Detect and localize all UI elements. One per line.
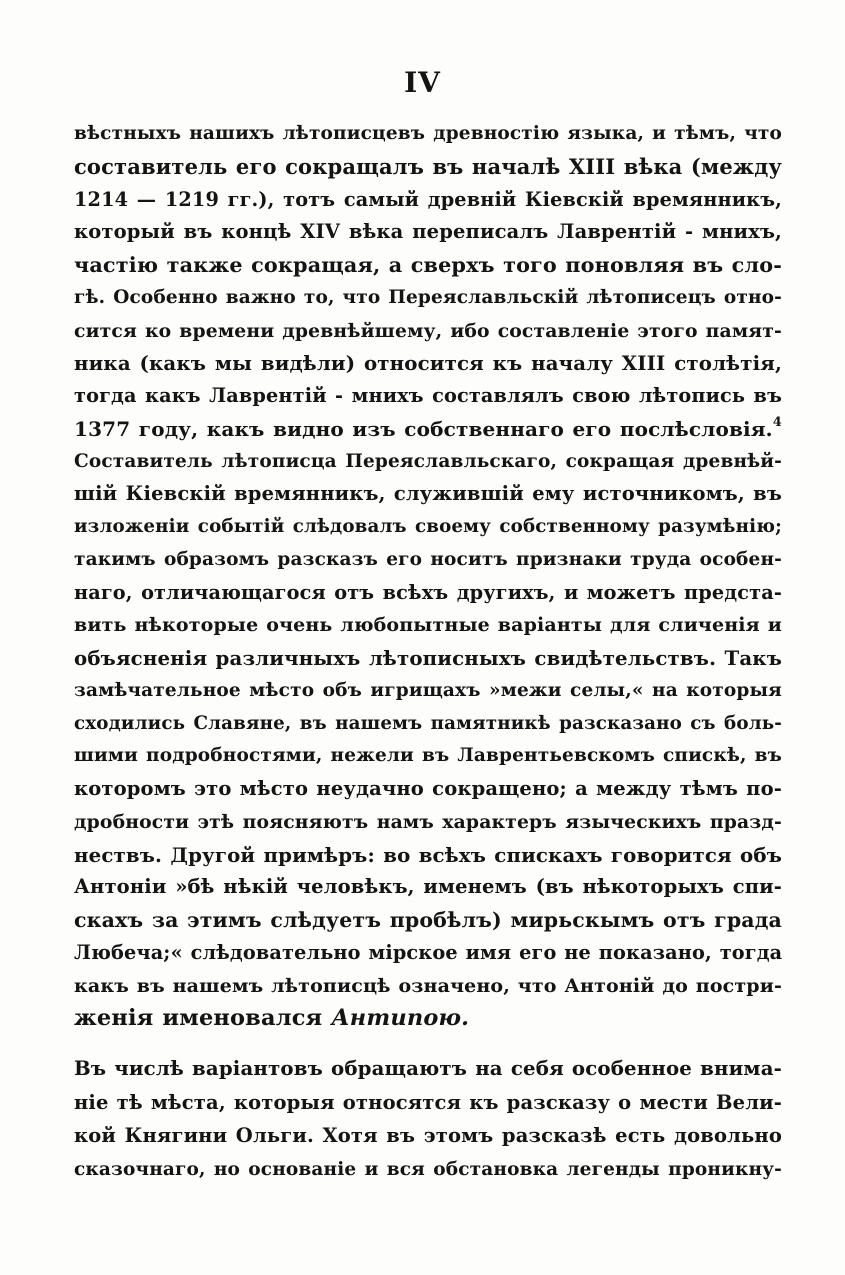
text-line: которомъ это мѣсто неудачно сокращено; а между тѣмъ по- <box>74 777 782 800</box>
text-line: составитель его сокращалъ въ началѣ XIII вѣка (между <box>74 153 782 179</box>
text-line: 1377 году, какъ видно изъ собственнаго его послѣсловія. <box>74 416 773 441</box>
text-line: шими подробностями, нежели въ Лаврентьевскомъ спискѣ, въ <box>74 745 782 767</box>
text-line: замѣчательное мѣсто объ игрищахъ »межи селы,« на которыя <box>74 679 782 701</box>
text-line: сится ко времени древнѣйшему, ибо составленіе этого памят- <box>74 319 782 342</box>
text-line: частію также сокращая, а сверхъ того поновляя въ сло- <box>74 253 782 277</box>
text-line: изложеніи событій слѣдовалъ своему собственному разумѣнію; <box>74 516 782 537</box>
text-line: скахъ за этимъ слѣдуетъ пробѣлъ) мирьскымъ отъ града <box>74 908 782 932</box>
italic-name: Антипою. <box>331 1005 470 1032</box>
text-line: Составитель лѣтописца Переяславльскаго, сокращая древнѣй- <box>74 450 782 472</box>
text-line: сказочнаго, но основаніе и вся обстановка легенды проникну- <box>74 1158 782 1180</box>
text-line: Антоніи »бѣ нѣкій человѣкъ, именемъ (въ нѣкоторыхъ спи- <box>74 875 782 899</box>
text-line: нествъ. Другой примѣръ: во всѣхъ спискахъ говорится объ <box>74 842 782 867</box>
page-number: IV <box>404 66 441 99</box>
text-line: 1214 — 1219 гг.), тотъ самый древній Кіевскій времянникъ, <box>74 187 782 211</box>
text-line: кой Княгини Ольги. Хотя въ этомъ разсказѣ есть довольно <box>74 1124 782 1147</box>
text-line-with-footnote <box>74 413 782 446</box>
text-line-final <box>74 1002 782 1035</box>
text-line: гѣ. Особенно важно то, что Переяславльскій лѣтописецъ отно- <box>74 286 782 308</box>
text-line: Въ числѣ варіантовъ обращаютъ на себя особенное внима- <box>74 1056 782 1080</box>
text-line: сходились Славяне, въ нашемъ памятникѣ разсказано съ боль- <box>74 712 782 734</box>
text-line: женія именовался <box>74 1005 323 1032</box>
text-line: ніе тѣ мѣста, которыя относятся къ разсказу о мести Вели- <box>74 1090 782 1114</box>
footnote-mark: 4 <box>772 414 782 430</box>
text-line: вить нѣкоторые очень любопытные варіанты для сличенія и <box>74 614 782 637</box>
paragraph-2 <box>74 1052 782 1186</box>
text-line: какъ въ нашемъ лѣтописцѣ означено, что Антоній до постри- <box>74 974 782 997</box>
text-line: ника (какъ мы видѣли) относится къ началу XIII столѣтія, <box>74 351 782 376</box>
text-line: который въ концѣ XIV вѣка переписалъ Лаврентій - мнихъ, <box>74 220 782 244</box>
text-line: дробности этѣ поясняютъ намъ характеръ языческихъ празд- <box>74 810 782 833</box>
text-line: объясненія различныхъ лѣтописныхъ свидѣтельствъ. Такъ <box>74 646 782 670</box>
paragraph-1 <box>74 118 782 1035</box>
text-line: наго, отличающагося отъ всѣхъ другихъ, и можетъ предста- <box>74 580 782 604</box>
text-line: тогда какъ Лаврентій - мнихъ составлялъ свою лѣтопись въ <box>74 384 782 407</box>
text-line: Любеча;« слѣдовательно мірское имя его не показано, тогда <box>74 940 783 964</box>
text-line: такимъ образомъ разсказъ его носитъ признаки труда особен- <box>74 548 782 570</box>
text-line: вѣстныхъ нашихъ лѣтописцевъ древностію языка, и тѣмъ, что <box>74 123 782 144</box>
text-line: шій Кіевскій времянникъ, служившій ему источникомъ, въ <box>74 482 782 506</box>
